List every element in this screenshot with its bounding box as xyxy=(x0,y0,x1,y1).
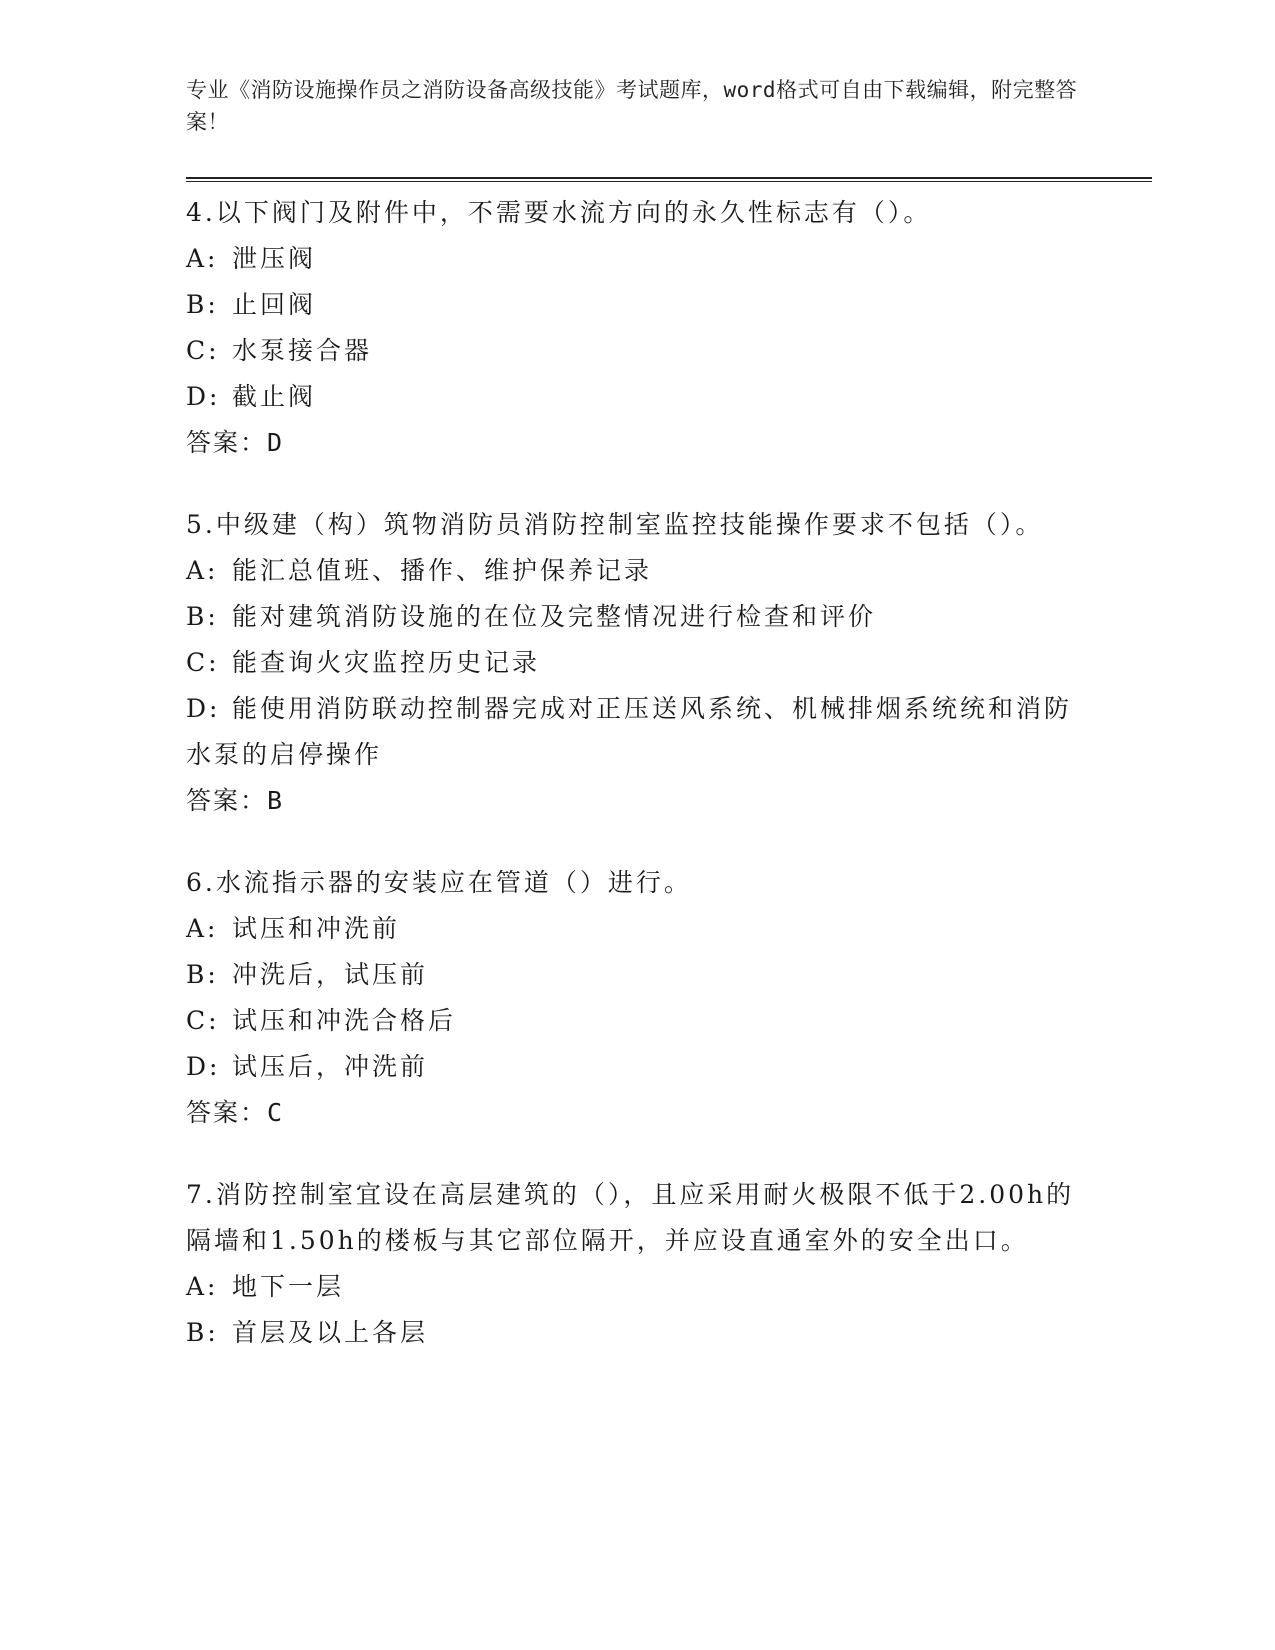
question-4 xyxy=(186,190,1086,466)
question-list xyxy=(186,190,1086,1356)
option-letter: C: xyxy=(186,336,220,365)
option-c xyxy=(186,640,1086,686)
option-a xyxy=(186,236,1086,282)
question-stem: 4.以下阀门及附件中，不需要水流方向的永久性标志有（）。 xyxy=(186,198,932,227)
document-header: 专业《消防设施操作员之消防设备高级技能》考试题库，word格式可自由下载编辑，附完整答案！ xyxy=(186,78,1078,134)
option-text: 截止阀 xyxy=(232,382,317,411)
answer-value: B xyxy=(267,786,285,815)
option-c xyxy=(186,328,1086,374)
answer-label: 答案： xyxy=(186,786,268,815)
option-a xyxy=(186,1264,1086,1310)
option-letter: D: xyxy=(186,694,221,723)
option-b xyxy=(186,594,1086,640)
option-c xyxy=(186,998,1086,1044)
option-text: 试压后，冲洗前 xyxy=(232,1052,429,1081)
answer-value: D xyxy=(267,428,285,457)
option-letter: A: xyxy=(186,914,219,943)
option-letter: A: xyxy=(186,244,219,273)
option-a xyxy=(186,906,1086,952)
option-letter: D: xyxy=(186,1052,221,1081)
question-5 xyxy=(186,502,1086,824)
option-b xyxy=(186,282,1086,328)
answer-value: C xyxy=(267,1098,285,1127)
option-text: 地下一层 xyxy=(232,1272,345,1301)
option-letter: D: xyxy=(186,382,221,411)
option-letter: C: xyxy=(186,1006,220,1035)
answer-line xyxy=(186,420,1086,466)
option-letter: B: xyxy=(186,602,219,631)
option-text: 试压和冲洗合格后 xyxy=(232,1006,457,1035)
option-text: 能使用消防联动控制器完成对正压送风系统、机械排烟系统统和消防水泵的启停操作 xyxy=(186,694,1073,769)
answer-label: 答案： xyxy=(186,1098,268,1127)
option-text: 能汇总值班、播作、维护保养记录 xyxy=(232,556,653,585)
option-a xyxy=(186,548,1086,594)
answer-label: 答案： xyxy=(186,428,268,457)
question-7 xyxy=(186,1172,1086,1356)
option-text: 冲洗后，试压前 xyxy=(232,960,429,989)
option-b xyxy=(186,1310,1086,1356)
option-letter: B: xyxy=(186,1318,219,1347)
option-text: 止回阀 xyxy=(232,290,317,319)
header-divider-thin xyxy=(186,181,1152,182)
question-stem: 5.中级建（构）筑物消防员消防控制室监控技能操作要求不包括（）。 xyxy=(186,510,1044,539)
question-stem: 6.水流指示器的安装应在管道（）进行。 xyxy=(186,868,692,897)
option-d xyxy=(186,686,1086,778)
option-letter: A: xyxy=(186,1272,219,1301)
header-divider-thick xyxy=(186,177,1152,179)
option-d xyxy=(186,374,1086,420)
option-text: 首层及以上各层 xyxy=(232,1318,429,1347)
question-6 xyxy=(186,860,1086,1136)
option-text: 水泵接合器 xyxy=(232,336,373,365)
option-d xyxy=(186,1044,1086,1090)
option-text: 能查询火灾监控历史记录 xyxy=(232,648,541,677)
option-text: 泄压阀 xyxy=(232,244,317,273)
option-letter: B: xyxy=(186,960,219,989)
question-stem: 7.消防控制室宜设在高层建筑的（），且应采用耐火极限不低于2.00h的隔墙和1.50h的楼板与其它部位隔开，并应设直通室外的安全出口。 xyxy=(186,1180,1075,1255)
answer-line xyxy=(186,1090,1086,1136)
option-letter: A: xyxy=(186,556,219,585)
option-text: 能对建筑消防设施的在位及完整情况进行检查和评价 xyxy=(232,602,877,631)
answer-line xyxy=(186,778,1086,824)
option-letter: C: xyxy=(186,648,220,677)
option-b xyxy=(186,952,1086,998)
option-text: 试压和冲洗前 xyxy=(232,914,401,943)
option-letter: B: xyxy=(186,290,219,319)
